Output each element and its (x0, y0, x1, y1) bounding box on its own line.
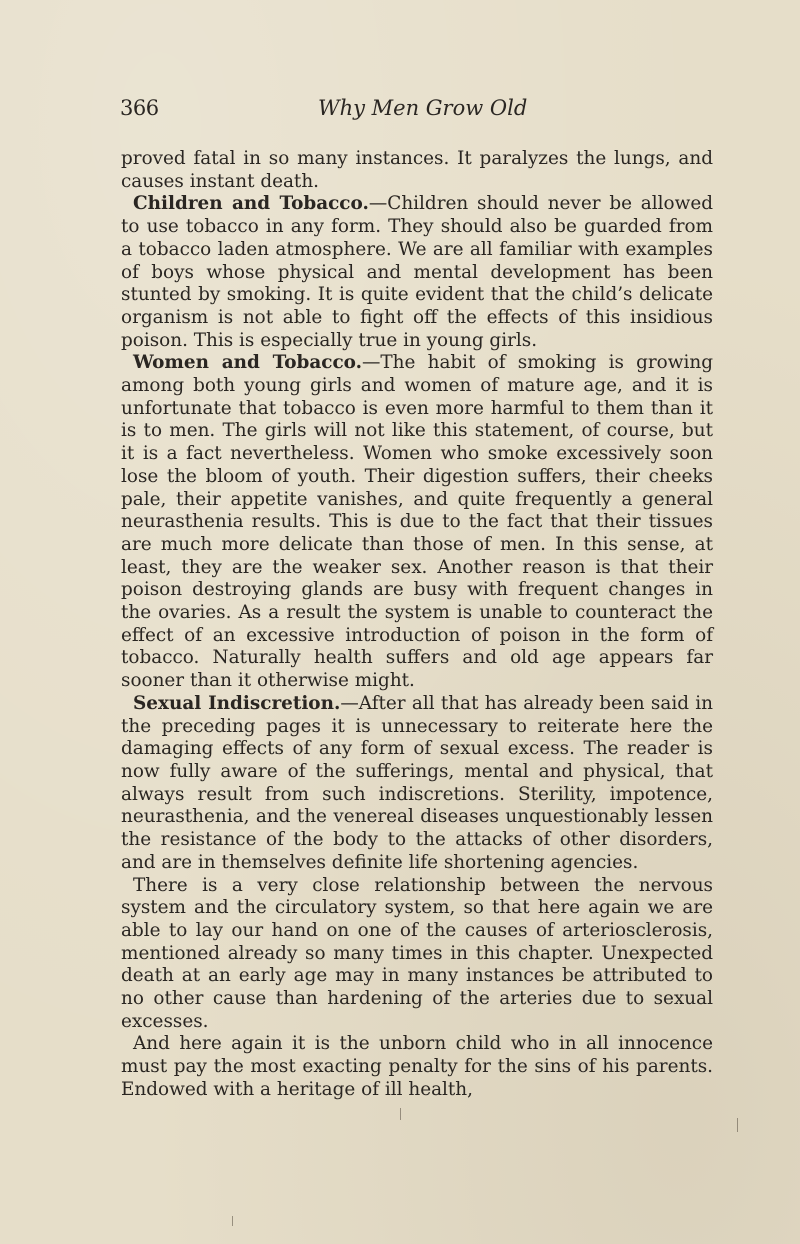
paper-speck (232, 1216, 233, 1226)
paragraph-text: —The habit of smoking is growing among both young girls and women of mature age, and it is unfortunate that tobacco is even more harmful to them than it is to men. The girls will not like this statement, of course, but it is a fact nevertheless. Women who smoke excessively soon lose the bloom of youth. Their digestion suffers, their cheeks pale, their appetite vanishes, and quite frequently a general neurasthenia results. This is due to the fact that their tissues are much more delicate than those of men. In this sense, at least, they are the weaker sex. Another reason is that their poison destroying glands are busy with frequent changes in the ovaries. As a result the system is unable to counteract the effect of an excessive introduction of poison in the form of tobacco. Naturally health suffers and old age appears far sooner than it otherwise might. (121, 352, 713, 692)
section-heading: Children and Tobacco. (133, 193, 369, 215)
section-heading: Women and Tobacco. (133, 352, 362, 374)
paragraph-text: —After all that has already been said in the preceding pages it is unnecessary to reiterate here the damaging effects of any form of sexual excess. The reader is now fully aware of the sufferings, mental and physical, that always result from such indiscretions. Sterility, impotence, neurasthenia, and the venereal diseases unquestionably lessen the resistance of the body to the attacks of other disorders, and are in themselves definite life shortening agencies. (121, 692, 713, 873)
page-number: 366 (120, 96, 159, 120)
body-text (121, 148, 713, 1102)
paragraph-text: There is a very close relationship between the nervous system and the circulatory system, so that here again we are able to lay our hand on one of the causes of arteriosclerosis, mentioned already so many times in this chapter. Unexpected death at an early age may in many instances be attributed to no other cause than hardening of the arteries due to sexual excesses. (121, 874, 713, 1032)
page-header (120, 96, 710, 132)
paragraph (121, 193, 713, 352)
paragraph-text: proved fatal in so many instances. It paralyzes the lungs, and causes instant death. (121, 148, 713, 192)
paragraph-text: —Children should never be allowed to use tobacco in any form. They should also be guarded from a tobacco laden atmosphere. We are all familiar with examples of boys whose physical and mental development has been stunted by smoking. It is quite evident that the child’s delicate organism is not able to fight off the effects of this insidious poison. This is especially true in young girls. (121, 193, 713, 351)
paragraph (121, 148, 713, 193)
paragraph-text: And here again it is the unborn child who in all innocence must pay the most exacting penalty for the sins of his parents. Endowed with a heritage of ill health, (121, 1033, 713, 1100)
paper-speck (737, 1118, 738, 1132)
paragraph (121, 352, 713, 693)
paragraph (121, 1033, 713, 1101)
section-heading: Sexual Indiscretion. (133, 692, 341, 714)
paragraph (121, 875, 713, 1034)
running-title: Why Men Grow Old (318, 96, 528, 120)
paragraph (121, 693, 713, 875)
paper-speck (400, 1108, 401, 1120)
